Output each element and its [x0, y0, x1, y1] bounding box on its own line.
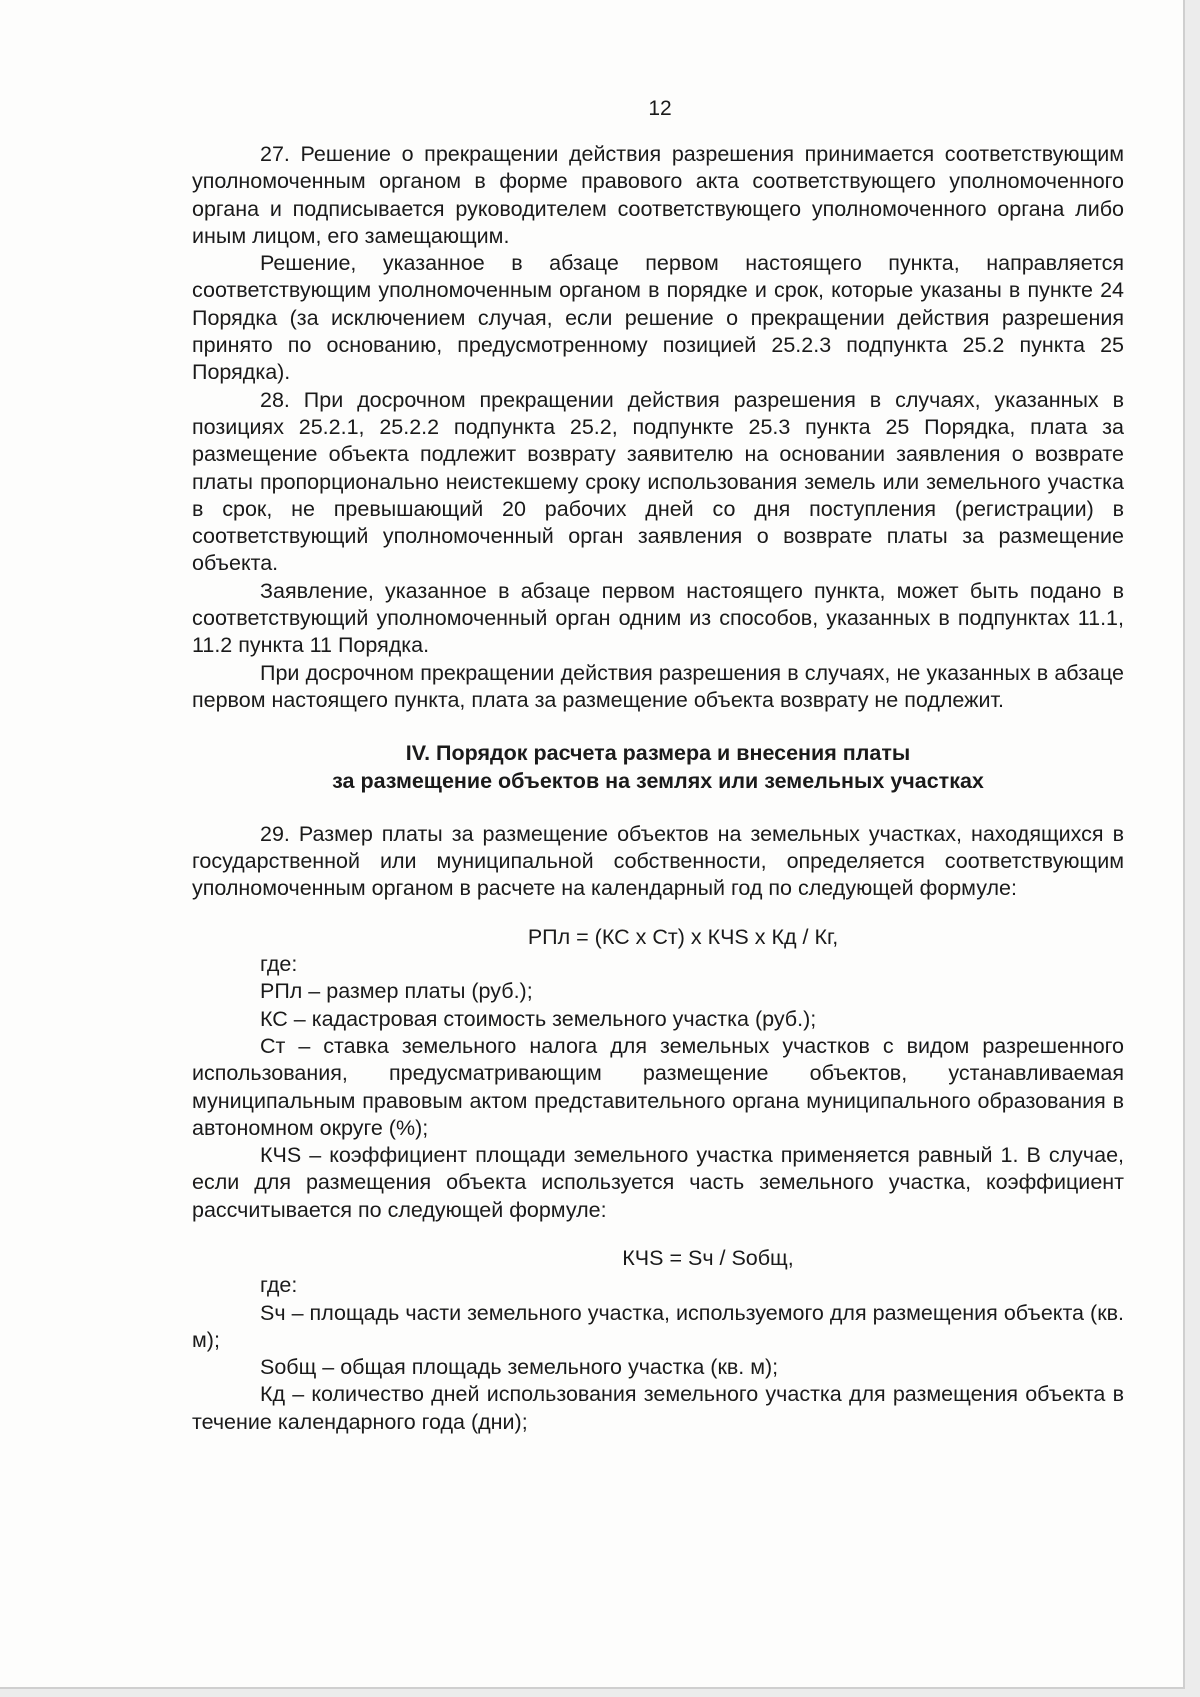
paragraph-29: 29. Размер платы за размещение объектов на земельных участках, находящихся в государственной или муниципальной собственности, определяется соответствующим уполномоченным органом в расчете на календарный год по следующей формуле: [192, 821, 1124, 901]
definition-ks: КС – кадастровая стоимость земельного участка (руб.); [260, 1006, 817, 1031]
formula-payment: РПл = (КС х Ст) х КЧS х Кд / Кг, [527, 924, 839, 949]
page-number: 12 [648, 97, 672, 120]
where-label-1: где: [260, 952, 298, 977]
document-body [192, 141, 1124, 1436]
where-label-2: где: [260, 1273, 298, 1298]
definition-sobsh: Sобщ – общая площадь земельного участка (кв. м); [260, 1355, 779, 1380]
definition-kchs: КЧS – коэффициент площади земельного участка применяется равный 1. В случае, если для размещения объекта используется часть земельного участка, коэффициент рассчитывается по следующей формуле: [192, 1143, 1124, 1222]
definition-rpl: РПл – размер платы (руб.); [260, 979, 533, 1004]
section-heading-line1: IV. Порядок расчета размера и внесения платы [405, 741, 911, 766]
paragraph-28: 28. При досрочном прекращении действия разрешения в случаях, указанных в позициях 25.2.1, 25.2.2 подпункта 25.2, подпункте 25.3 пункта 25 Порядка, плата за размещение объекта подлежит возврату заявителю на основании заявления о возврате платы пропорционально неистекшему сроку использования земель или земельного участка в срок, не превышающий 20 рабочих дней со дня поступления (регистрации) в соответствующий уполномоченный орган заявления о возврате платы за размещение объекта. [192, 387, 1124, 576]
section-heading [192, 740, 1124, 795]
section-heading-line2: за размещение объектов на землях или земельных участках [332, 768, 984, 793]
paragraph-27-second: Решение, указанное в абзаце первом настоящего пункта, направляется соответствующим уполномоченным органом в порядке и срок, которые указаны в пункте 24 Порядка (за исключением случая, если решение о прекращении действия разрешения принято по основанию, предусмотренному позицией 25.2.3 подпункта 25.2 пункта 25 Порядка). [192, 251, 1124, 385]
formula-area-coefficient: КЧS = Sч / Sобщ, [622, 1245, 794, 1270]
definition-st: Ст – ставка земельного налога для земельных участков с видом разрешенного использования, предусматривающим размещение объектов, устанавливаемая муниципальным правовым актом представительного органа муниципального образования в автономном округе (%); [192, 1033, 1124, 1140]
definition-sch: Sч – площадь части земельного участка, используемого для размещения объекта (кв. м); [192, 1300, 1124, 1352]
paragraph-28-second: Заявление, указанное в абзаце первом настоящего пункта, может быть подано в соответствующий уполномоченный орган одним из способов, указанных в подпунктах 11.1, 11.2 пункта 11 Порядка. [192, 578, 1124, 658]
definition-kd: Кд – количество дней использования земельного участка для размещения объекта в течение календарного года (дни); [192, 1382, 1124, 1434]
paragraph-28-third: При досрочном прекращении действия разрешения в случаях, не указанных в абзаце первом настоящего пункта, плата за размещение объекта возврату не подлежит. [192, 660, 1124, 712]
paragraph-27: 27. Решение о прекращении действия разрешения принимается соответствующим уполномоченным органом в форме правового акта соответствующего уполномоченного органа и подписывается руководителем соответствующего уполномоченного органа либо иным лицом, его замещающим. [192, 142, 1124, 248]
